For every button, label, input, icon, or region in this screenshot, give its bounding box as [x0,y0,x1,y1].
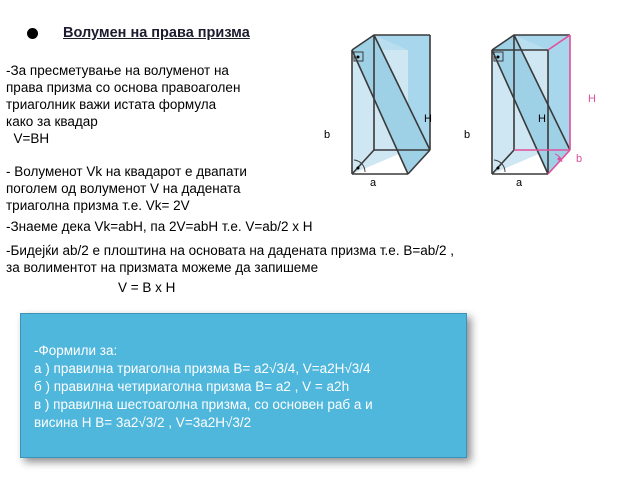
formulas-list [34,342,373,432]
intro-line: V=BH [6,131,50,146]
derivation-line: -Знаеме дека Vk=abH, па 2V=abH т.е. V=ab/2 x H [6,219,313,234]
intro-line: -За пресметување на волуменот на [6,63,229,78]
base-area-line: -Бидејќи ab/2 е плоштина на основата на дадената призма т.е. B=ab/2 , [6,243,454,258]
label-b: b [464,129,471,141]
formula-hexagonal: в ) правилна шестоаголна призма, со основен раб a и [34,397,373,412]
section-heading: Волумен на права призма [63,25,250,41]
formula-triangular: а ) правилна триаголна призма B= a2√3/4, V=a2H√3/4 [34,361,371,376]
formulas-title: -Формили за: [34,343,118,358]
volume-line: триаголна призма т.е. Vk= 2V [6,198,190,213]
formula-hexagonal-cont: висина H B= 3a2√3/2 , V=3a2H√3/2 [34,415,252,430]
label-b-pink: b [576,153,583,165]
prism-figure-1 [318,30,448,200]
label-H: H [538,113,546,125]
label-a: a [516,177,523,189]
pink-angle-dot [558,158,561,161]
intro-line: како за квадар [6,114,98,129]
angle-dot [497,167,500,170]
final-formula: V = B x H [118,280,176,295]
formulas-box [20,313,467,458]
base-area-paragraph [6,242,454,276]
label-b: b [324,129,331,141]
bullet-dot [27,28,38,39]
label-a: a [370,177,377,189]
base-area-line: за волиментот на призмата можеме да запишеме [6,260,319,275]
label-H: H [424,113,432,125]
intro-line: триаголник важи истата формула [6,97,217,112]
right-angle-dot [497,56,500,59]
right-angle-dot [357,56,360,59]
volume-paragraph [6,163,247,214]
intro-paragraph [6,62,240,147]
volume-line: поголем од волуменот V на дадената [6,181,241,196]
intro-line: права призма со основа правоаголен [6,80,241,95]
prism-figure-2 [458,30,633,200]
label-H-pink: H [588,93,596,105]
volume-line: - Волуменот Vk на квадарот е двапати [6,164,247,179]
angle-dot [357,167,360,170]
formula-quadrilateral: б ) правилна четириаголна призма B= a2 , V = a2h [34,379,350,394]
